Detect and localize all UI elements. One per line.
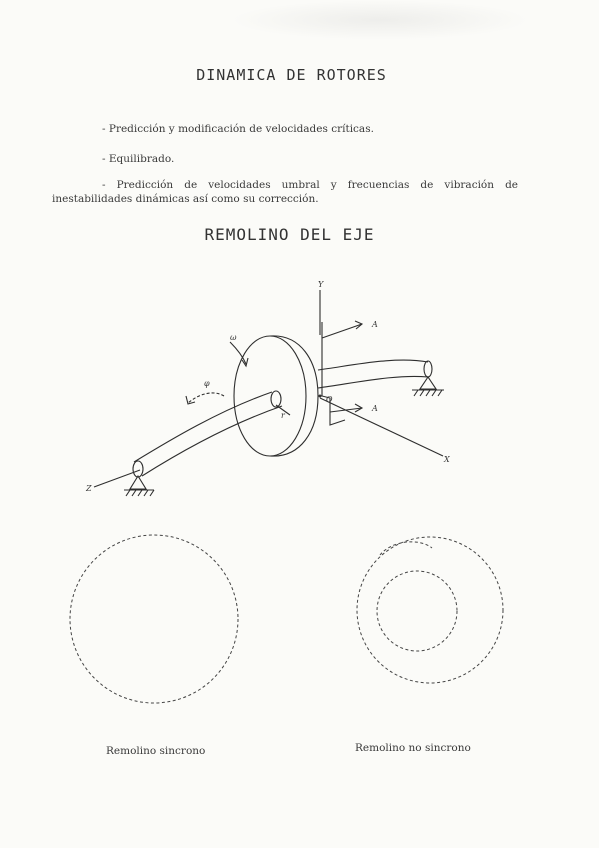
support-left [124,476,154,496]
caption-non-synchronous: Remolino no sincrono [355,742,471,754]
shaft-left [133,391,322,477]
label-phi: φ [204,379,210,388]
support-left-hatch [126,490,154,496]
synchronous-whirl-orbit [70,535,238,703]
x-axis [320,398,443,456]
rotor-disc [234,336,318,456]
bullet-critical-speeds: - Predicción y modificación de velocidades críticas. [102,123,374,135]
shaft-left-top [134,392,272,462]
shaft-left-end [133,461,143,477]
orbit-loop-top [380,542,432,555]
shaft-right [318,360,432,388]
bullet-instabilities: - Predicción de velocidades umbral y frecuencias de vibración de inestabilidades dinámicas así como su corrección. [52,179,518,205]
section-outline [322,322,345,425]
coordinate-axes [94,290,443,487]
shaft-right-top [318,360,428,370]
support-right [412,377,444,396]
label-r: r [281,411,285,420]
label-omega: ω [230,333,237,342]
support-left-triangle [130,476,146,489]
label-a-bottom: A [372,404,378,413]
label-y: Y [318,280,324,289]
bullet-balancing: - Equilibrado. [102,153,175,165]
orbit-inner [377,571,457,651]
shaft-left-bottom [142,406,282,476]
disc-face [234,336,306,456]
section-arrow-top [322,324,362,338]
shaft-hub [271,391,281,407]
section-plane-a [322,321,362,425]
label-x: X [444,455,450,464]
page-title: DINAMICA DE ROTORES [196,66,387,84]
section-title: REMOLINO DEL EJE [204,225,375,244]
section-arrow-bottom [330,408,362,412]
disc-rim [270,336,318,456]
caption-synchronous: Remolino sincrono [106,745,206,757]
support-right-hatch [414,390,442,396]
center-point [319,395,322,398]
label-z: Z [86,484,92,493]
shaft-right-bottom [318,376,428,388]
label-o: O [326,395,333,404]
orbit-outer [357,537,503,683]
omega-arrow [230,342,246,364]
whirl-arrow [188,393,224,403]
whirl-arrowhead [186,396,195,404]
shaft-right-end [424,361,432,377]
rotation-arrows [186,342,248,404]
orbit-circle [70,535,238,703]
label-a-top: A [372,320,378,329]
support-right-triangle [420,377,436,389]
non-synchronous-whirl-orbit [357,537,503,683]
